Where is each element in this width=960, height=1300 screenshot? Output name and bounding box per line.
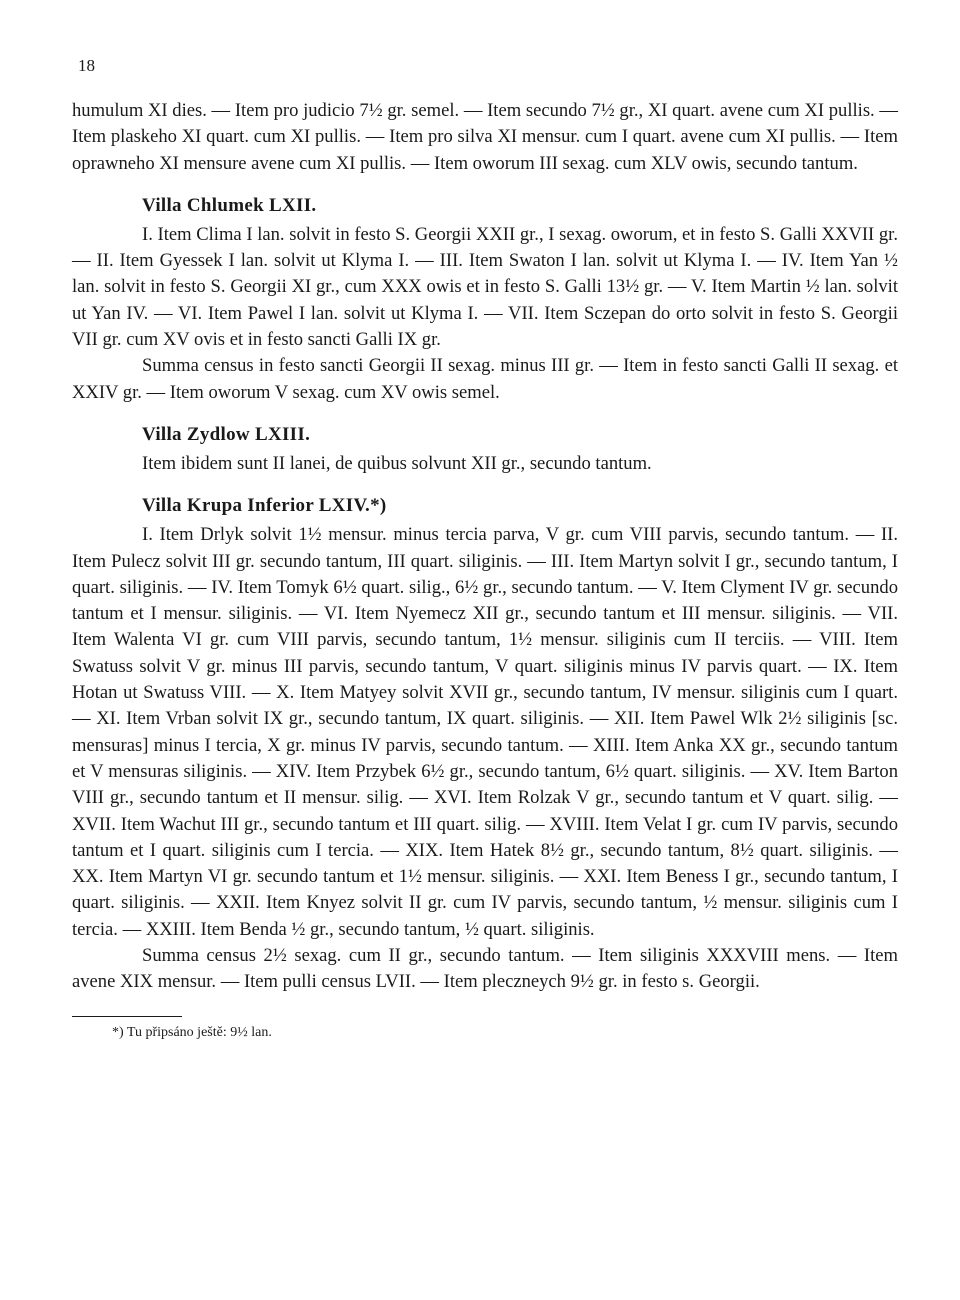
chlumek-summa-paragraph: Summa census in festo sancti Georgii II sexag. minus III gr. — Item in festo sancti Galli II sexag. et XXIV gr. — Item oworum V sexag. cum XV owis semel. bbox=[72, 355, 898, 403]
krupa-summa-paragraph: Summa census 2½ sexag. cum II gr., secundo tantum. — Item siliginis XXXVIII mens. — Item avene XIX mensur. — Item pulli census LVII. — Item pleczneych 9½ gr. in festo s. Georgii. bbox=[72, 945, 898, 993]
section-heading-chlumek: Villa Chlumek LXII. bbox=[142, 194, 317, 216]
zydlow-paragraph: Item ibidem sunt II lanei, de quibus solvunt XII gr., secundo tantum. bbox=[142, 452, 652, 474]
footnote-divider bbox=[72, 1016, 182, 1017]
document-page bbox=[72, 56, 898, 1042]
page-number: 18 bbox=[78, 56, 95, 75]
section-heading-krupa-inferior: Villa Krupa Inferior LXIV.*) bbox=[142, 495, 387, 517]
section-heading-zydlow: Villa Zydlow LXIII. bbox=[142, 423, 311, 445]
footnote: *) Tu připsáno ještě: 9½ lan. bbox=[112, 1024, 272, 1040]
chlumek-entries-paragraph: I. Item Clima I lan. solvit in festo S. Georgii XXII gr., I sexag. oworum, et in festo S. Galli XXVII gr. — II. Item Gyessek I lan. solvit ut Klyma I. — III. Item Swaton I lan. solvit ut Klyma I. — IV. Item Yan ½ lan. solvit in festo S. Georgii XI gr., cum XXX owis et in festo S. Galli 13½ gr. — V. Item Martin ½ lan. solvit ut Yan IV. — VI. Item Pawel I lan. solvit ut Klyma I. — VII. Item Sczepan do orto solvit in festo S. Georgii VII gr. cum XV ovis et in festo sancti Galli IX gr. bbox=[72, 223, 898, 351]
intro-paragraph: humulum XI dies. — Item pro judicio 7½ gr. semel. — Item secundo 7½ gr., XI quart. avene cum XI pullis. — Item plaskeho XI quart. cum XI pullis. — Item pro silva XI mensur. cum I quart. avene cum XI pullis. — Item oprawneho XI mensure avene cum XI pullis. — Item oworum III sexag. cum XLV owis, secundo tantum. bbox=[72, 100, 898, 174]
krupa-entries-paragraph: I. Item Drlyk solvit 1½ mensur. minus tercia parva, V gr. cum VIII parvis, secundo tantum. — II. Item Pulecz solvit III gr. secundo tantum, III quart. siliginis. — III. Item Martyn solvit I gr., secundo tantum, I quart. siliginis. — IV. Item Tomyk 6½ quart. silig., 6½ gr., secundo tantum. — V. Item Clyment IV gr. secundo tantum et I mensur. siliginis. — VI. Item Nyemecz XII gr., secundo tantum et III mensur. siliginis. — VII. Item Walenta VI gr. cum VIII parvis, secundo tantum, 1½ mensur. siliginis cum II terciis. — VIII. Item Swatuss solvit V gr. minus III parvis, secundo tantum, V quart. siliginis minus IV parvis quart. — IX. Item Hotan ut Swatuss VIII. — X. Item Matyey solvit XVII gr., secundo tantum, IV mensur. siliginis cum I quart. — XI. Item Vrban solvit IX gr., secundo tantum, IX quart. siliginis. — XII. Item Pawel Wlk 2½ siliginis [sc. mensuras] minus I tercia, X gr. minus IV parvis, secundo tantum. — XIII. Item Anka XX gr., secundo tantum et V mensuras siliginis. — XIV. Item Przybek 6½ gr., secundo tantum, 6½ quart. siliginis. — XV. Item Barton VIII gr., secundo tantum et II mensur. silig. — XVI. Item Rolzak V gr., secundo tantum et V quart. silig. — XVII. Item Wachut III gr., secundo tantum et III quart. silig. — XVIII. Item Velat I gr. cum IV parvis, secundo tantum et I quart. siliginis cum I tercia. — XIX. Item Hatek 8½ gr., secundo tantum, 8½ quart. siliginis. — XX. Item Martyn VI gr. secundo tantum et 1½ mensur. siliginis. — XXI. Item Beness I gr., secundo tantum, I quart. siliginis. — XXII. Item Knyez solvit II gr. cum IV parvis, secundo tantum, ½ mensur. siliginis cum I tercia. — XXIII. Item Benda ½ gr., secundo tantum, ½ quart. siliginis. bbox=[72, 524, 898, 940]
